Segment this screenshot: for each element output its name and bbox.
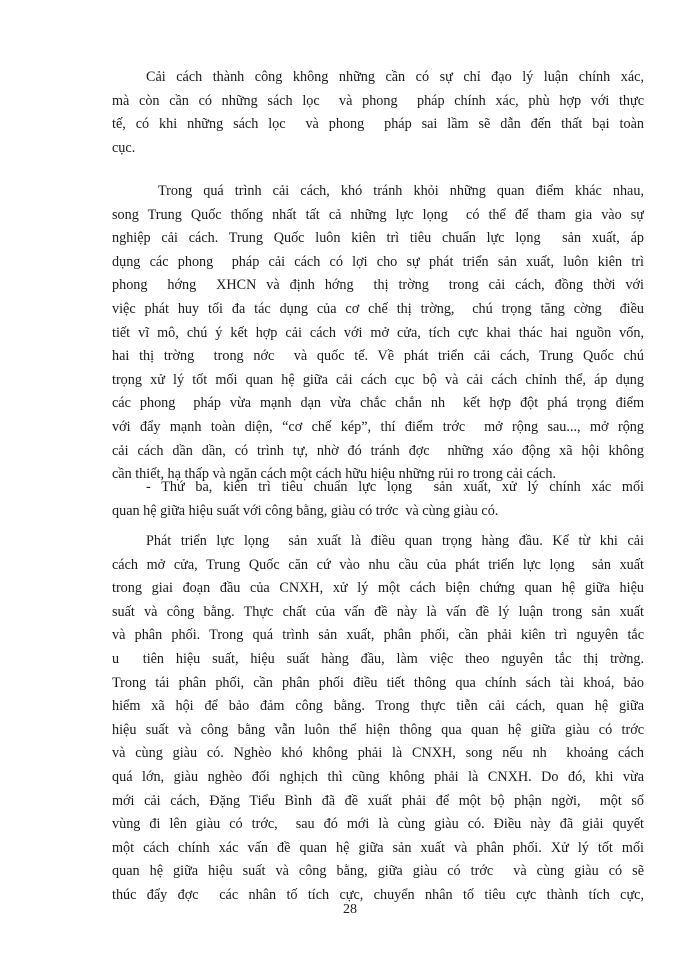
text-line: hiệu suất và công bằng vẫn luôn thể hiện thông qua quan hệ giữa giàu có trớc [112,721,644,738]
text-line: thúc đẩy đợc các nhân tố tích cực, chuyển nhân tố tiêu cực thành tích cực, [112,886,644,903]
text-line: cách mở cửa, Trung Quốc căn cứ vào nhu cầu của phát triển lực lọng sản xuất [112,556,644,573]
text-line: và phân phối. Trong quá trình sản xuất, phân phối, cần phải kiên trì nguyên tắc [112,627,644,644]
text-line: tiết vĩ mô, chú ý kết hợp cải cách với mở cửa, tích cực khai thác hai nguồn vốn, [112,324,644,341]
text-line: việc phát huy tối đa tác dụng của cơ chế thị trờng, chú trọng tăng cờng điều [112,300,644,317]
text-line: vùng đi lên giàu có trớc, sau đó mới là cùng giàu có. Điều này đã giải quyết [112,816,644,833]
text-line: cải cách dần dần, có trình tự, nhờ đó tránh đợc những xáo động xã hội không [112,442,644,459]
text-line: Phát triển lực lọng sản xuất là điều quan trọng hàng đầu. Kể từ khi cải [146,533,644,549]
text-line: hai thị trờng trong nớc và quốc tế. Về phát triển cải cách, Trung Quốc chú [112,348,644,365]
text-line: phong hớng XHCN và định hớng thị trờng trong cải cách, đồng thời với [112,277,644,294]
text-line: trong giai đoạn đầu của CNXH, xử lý một cách biện chứng quan hệ giữa hiệu [112,580,644,597]
text-line: tế, có khi những sách lọc và phong pháp sai lầm sẽ dẫn đến thất bại toàn [112,116,644,133]
paragraph-1 [112,66,644,160]
text-line: quá lớn, giàu nghèo đối nghịch thì cũng không phải là CNXH. Do đó, khi vừa [112,768,644,785]
text-line: song Trung Quốc thống nhất tất cả những lực lọng có thể để tham gia vào sự [112,206,644,223]
text-line: cần thiết, hạ thấp và ngăn cách một cách hữu hiệu những rủi ro trong cải cách. [112,466,556,483]
paragraph-2 [112,180,644,487]
text-line: mới cải cách, Đặng Tiểu Bình đã đề xuất phải để một bộ phận ngời, một số [112,792,644,809]
text-line: một cách chính xác vấn đề quan hệ giữa sản xuất và phân phối. Xử lý tốt mối [112,839,644,856]
text-line: suất và công bằng. Thực chất của vấn đề này là vấn đề lý luận trong sản xuất [112,603,644,620]
page-number: 28 [343,902,357,917]
text-line: và cùng giàu có. Nghèo khó không phải là CNXH, song nếu nh khoảng cách [112,745,644,762]
text-line: nghiệp cải cách. Trung Quốc luôn kiên trì tiêu chuẩn lực lọng sản xuất, áp [112,230,644,247]
text-line: - Thứ ba, kiên trì tiêu chuẩn lực lọng sản xuất, xử lý chính xác mối [146,479,644,495]
text-line: quan hệ giữa hiệu suất và công bằng, giữa giàu có trớc và cùng giàu có sẽ [112,863,644,880]
text-line: hiểm xã hội để bảo đảm công bằng. Trong thực tiễn cải cách, quan hệ giữa [112,698,644,715]
text-line: cục. [112,139,136,156]
text-line: các phong pháp vừa mạnh dạn vừa chắc chắn nh kết hợp đột phá trọng điểm [112,395,644,412]
text-line: với đẩy mạnh toàn diện, “cơ chế kép”, thí điểm trớc mở rộng sau..., mở rộng [112,418,644,435]
text-line: dụng các phong pháp cải cách có lợi cho sự phát triển sản xuất, luôn kiên trì [112,253,644,270]
text-line: Trong quá trình cải cách, khó tránh khỏi những quan điểm khác nhau, [158,183,644,199]
text-line: quan hệ giữa hiệu suất với công bằng, giàu có trớc và cùng giàu có. [112,502,499,519]
paragraph-4 [112,530,644,908]
text-line: Cải cách thành công không những cần có sự chỉ đạo lý luận chính xác, [146,69,644,85]
text-line: trọng xử lý tốt mối quan hệ giữa cải cách cục bộ và cải cách chỉnh thể, áp dụng [112,371,644,388]
text-line: u tiên hiệu suất, hiệu suất hàng đầu, làm việc theo nguyên tắc thị trờng. [112,650,644,667]
text-line: mà còn cần có những sách lọc và phong pháp chính xác, phù hợp với thực [112,92,644,109]
text-line: Trong tái phân phối, cần phân phối điều tiết thông qua chính sách tài khoá, bảo [112,674,644,691]
paragraph-3 [112,476,644,523]
